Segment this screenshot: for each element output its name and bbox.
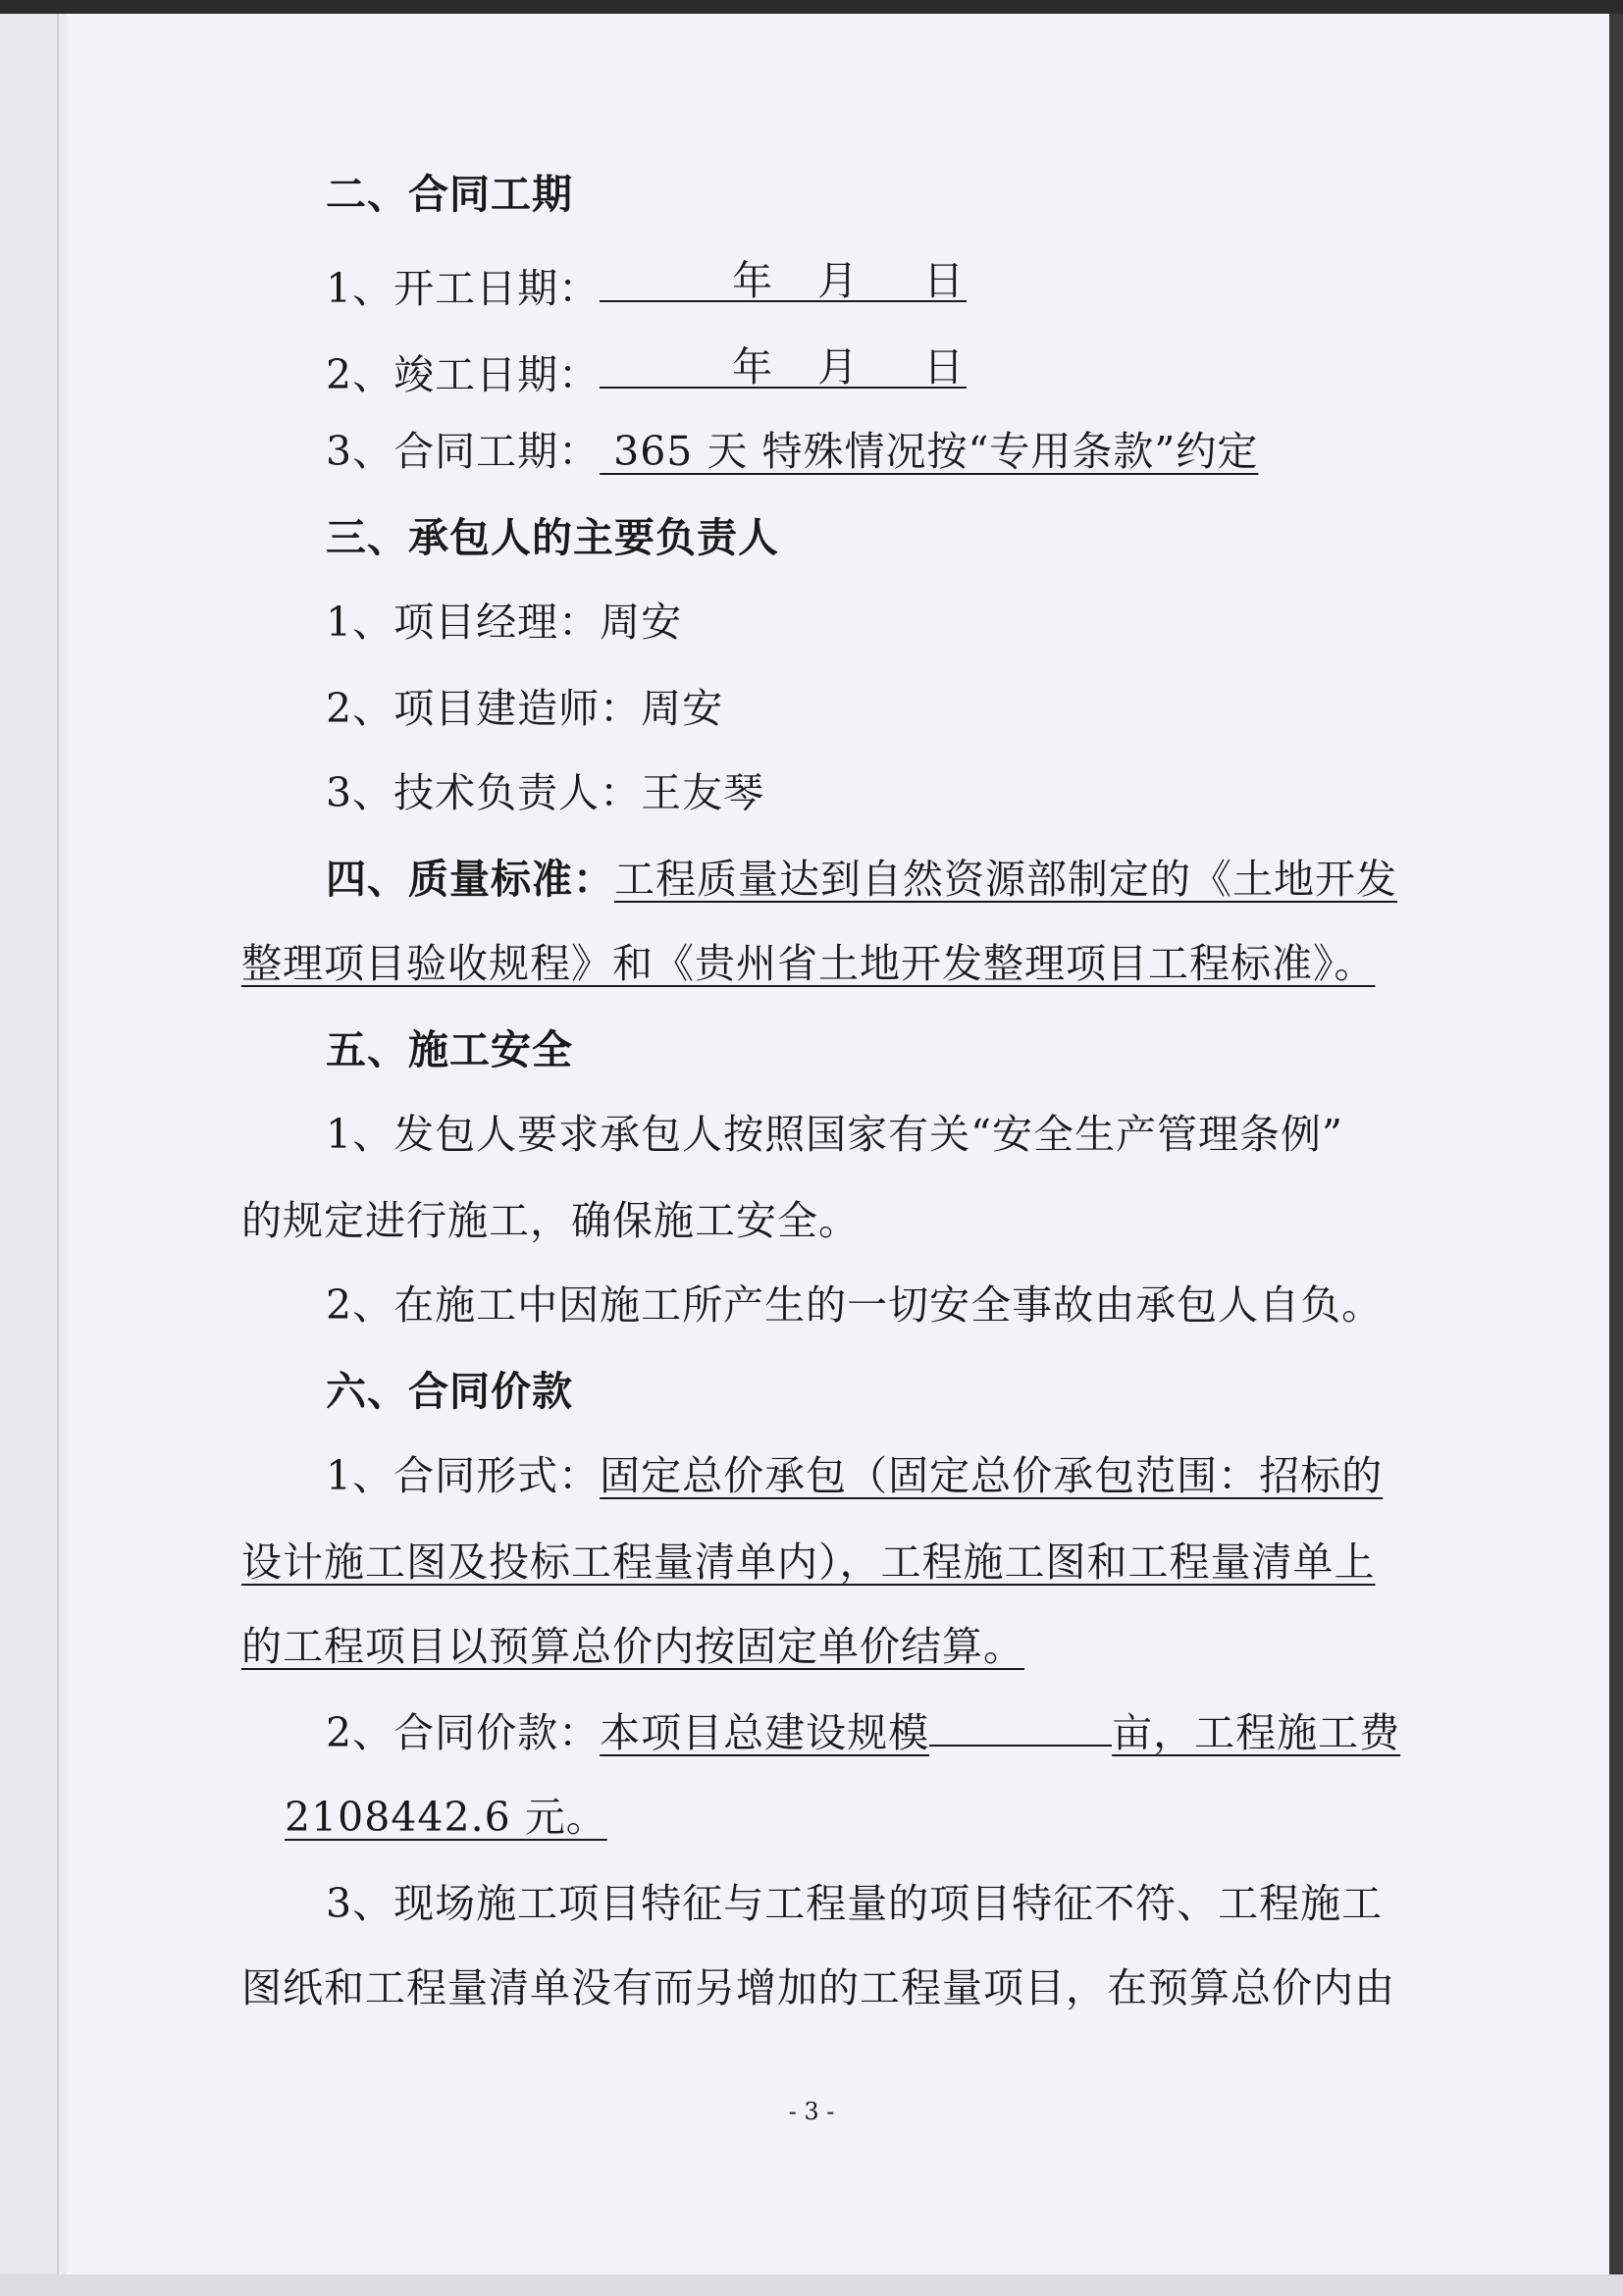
duration-value: 365 天 特殊情况按“专用条款”约定 [600, 428, 1259, 475]
start-date-line [326, 253, 1543, 316]
item-3-line-1: 3、现场施工项目特征与工程量的项目特征不符、工程施工 [326, 1880, 1384, 1927]
project-manager: 1、项目经理：周安 [326, 599, 683, 646]
contract-form-text-1: 固定总价承包（固定总价承包范围：招标的 [600, 1452, 1384, 1499]
duration-label: 3、合同工期： [326, 428, 601, 475]
safety-item-1-line-2: 的规定进行施工，确保施工安全。 [241, 1197, 860, 1244]
contract-price-text-a: 本项目总建设规模 [600, 1709, 930, 1756]
safety-item-1-line-1: 1、发包人要求承包人按照国家有关“安全生产管理条例” [326, 1111, 1344, 1158]
technical-lead: 3、技术负责人：王友琴 [326, 769, 765, 816]
quality-standard-text-2: 整理项目验收规程》和《贵州省土地开发整理项目工程标准》。 [241, 940, 1376, 987]
page-number: - 3 - [788, 2098, 835, 2125]
quality-standard-line-1 [326, 852, 1543, 907]
section-5-heading: 五、施工安全 [326, 1026, 573, 1073]
end-date-label: 2、竣工日期： [326, 351, 601, 398]
end-date-line [326, 339, 1543, 402]
project-constructor: 2、项目建造师：周安 [326, 685, 724, 732]
start-date-year: 年 [732, 257, 774, 304]
start-date-day: 日 [923, 257, 966, 304]
scale-blank [929, 1705, 1112, 1747]
contract-price-label: 2、合同价款： [326, 1709, 601, 1756]
quality-standard-text-1: 工程质量达到自然资源部制定的《土地开发 [614, 856, 1397, 903]
contract-price-line-1 [326, 1705, 1543, 1760]
section-2-heading: 二、合同工期 [326, 171, 573, 218]
contract-form-label: 1、合同形式： [326, 1452, 601, 1499]
contract-form-text-2: 设计施工图及投标工程量清单内），工程施工图和工程量清单上 [241, 1539, 1376, 1586]
end-date-day: 日 [923, 343, 966, 391]
contract-form-line-3 [241, 1619, 1458, 1674]
contract-form-text-3: 的工程项目以预算总价内按固定单价结算。 [241, 1623, 1024, 1670]
end-date-blank [600, 339, 967, 389]
safety-item-2: 2、在施工中因施工所产生的一切安全事故由承包人自负。 [326, 1281, 1384, 1329]
start-date-blank [600, 253, 967, 302]
end-date-year: 年 [732, 343, 774, 391]
contract-form-line-2 [241, 1535, 1458, 1590]
item-3-line-2: 图纸和工程量清单没有而另增加的工程量项目，在预算总价内由 [241, 1964, 1395, 2011]
quality-standard-line-2 [241, 936, 1458, 991]
duration-line [326, 424, 1543, 479]
contract-price-amount: 2108442.6 元。 [285, 1794, 607, 1841]
contract-price-line-2 [285, 1790, 1501, 1845]
contract-price-text-b: 亩，工程施工费 [1112, 1709, 1401, 1756]
start-date-month: 月 [817, 257, 860, 304]
contract-form-line-1 [326, 1448, 1543, 1503]
section-4-heading: 四、质量标准： [326, 856, 614, 903]
end-date-month: 月 [817, 343, 860, 391]
section-3-heading: 三、承包人的主要负责人 [326, 514, 779, 561]
section-6-heading: 六、合同价款 [326, 1368, 573, 1415]
start-date-label: 1、开工日期： [326, 265, 601, 312]
